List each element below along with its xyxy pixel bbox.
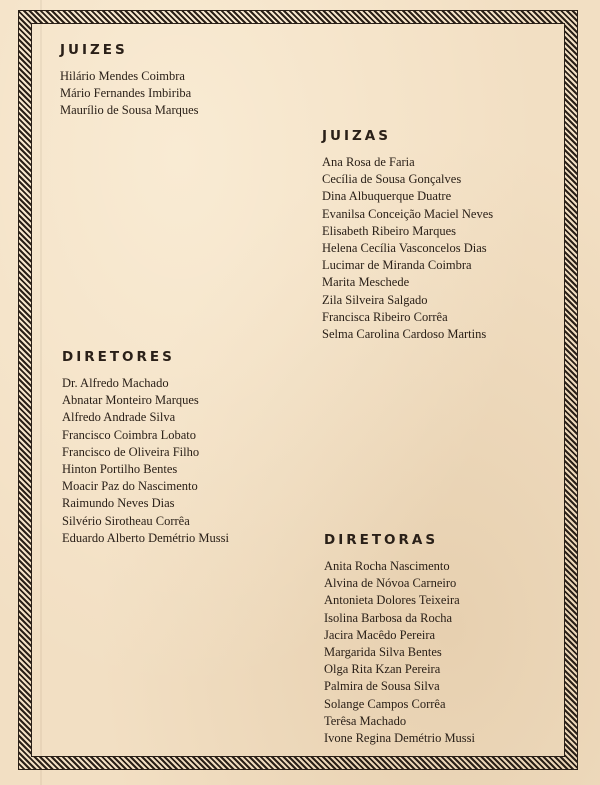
name-list-item: Hinton Portilho Bentes xyxy=(62,462,178,477)
name-list-item: Moacir Paz do Nascimento xyxy=(62,479,198,494)
name-list-item: Silvério Sirotheau Corrêa xyxy=(62,513,190,528)
name-list-item: Abnatar Monteiro Marques xyxy=(62,393,199,408)
name-list-item: Alvina de Nóvoa Carneiro xyxy=(324,576,457,591)
section-juizes xyxy=(60,42,199,120)
name-list-item: Francisca Ribeiro Corrêa xyxy=(322,309,448,324)
name-list-item: Elisabeth Ribeiro Marques xyxy=(322,223,456,238)
section-diretores xyxy=(62,349,229,547)
name-list-item: Mário Fernandes Imbiriba xyxy=(60,86,192,101)
name-list-item: Marita Meschede xyxy=(322,275,410,290)
name-list-item: Solange Campos Corrêa xyxy=(324,696,446,711)
name-list-item: Francisco Coimbra Lobato xyxy=(62,427,196,442)
name-list-item: Francisco de Oliveira Filho xyxy=(62,444,200,459)
name-list-item: Zila Silveira Salgado xyxy=(322,292,428,307)
name-list-item: Terêsa Machado xyxy=(324,713,407,728)
section-heading: JUIZAS xyxy=(322,128,391,144)
name-list-item: Hilário Mendes Coimbra xyxy=(60,69,185,83)
name-list-item: Ivone Regina Demétrio Mussi xyxy=(324,731,476,746)
name-list-item: Selma Carolina Cardoso Martins xyxy=(322,327,487,342)
name-list-item: Evanilsa Conceição Maciel Neves xyxy=(322,206,494,221)
name-list-item: Margarida Silva Bentes xyxy=(324,645,442,660)
name-list-item: Antonieta Dolores Teixeira xyxy=(324,593,460,608)
name-list xyxy=(324,558,475,747)
name-list-item: Olga Rita Kzan Pereira xyxy=(324,662,441,677)
section-heading: DIRETORAS xyxy=(324,532,439,548)
name-list-item: Lucimar de Miranda Coimbra xyxy=(322,258,472,273)
name-list-item: Alfredo Andrade Silva xyxy=(62,410,176,425)
name-list xyxy=(322,154,493,343)
name-list-item: Maurílio de Sousa Marques xyxy=(60,103,199,118)
name-list xyxy=(62,375,229,547)
name-list-item: Raimundo Neves Dias xyxy=(62,496,175,511)
name-list-item: Eduardo Alberto Demétrio Mussi xyxy=(62,530,229,545)
section-heading: JUIZES xyxy=(60,42,128,58)
name-list-item: Jacira Macêdo Pereira xyxy=(324,627,436,642)
name-list-item: Dr. Alfredo Machado xyxy=(62,376,169,390)
name-list-item: Ana Rosa de Faria xyxy=(322,155,415,169)
name-list xyxy=(60,68,199,120)
section-heading: DIRETORES xyxy=(62,349,175,365)
name-list-item: Anita Rocha Nascimento xyxy=(324,559,450,573)
name-list-item: Palmira de Sousa Silva xyxy=(324,679,440,694)
section-diretoras xyxy=(324,532,475,747)
name-list-item: Cecília de Sousa Gonçalves xyxy=(322,172,462,187)
name-list-item: Dina Albuquerque Duatre xyxy=(322,189,452,204)
name-list-item: Helena Cecília Vasconcelos Dias xyxy=(322,241,487,256)
name-list-item: Isolina Barbosa da Rocha xyxy=(324,610,453,625)
section-juizas xyxy=(322,128,493,343)
